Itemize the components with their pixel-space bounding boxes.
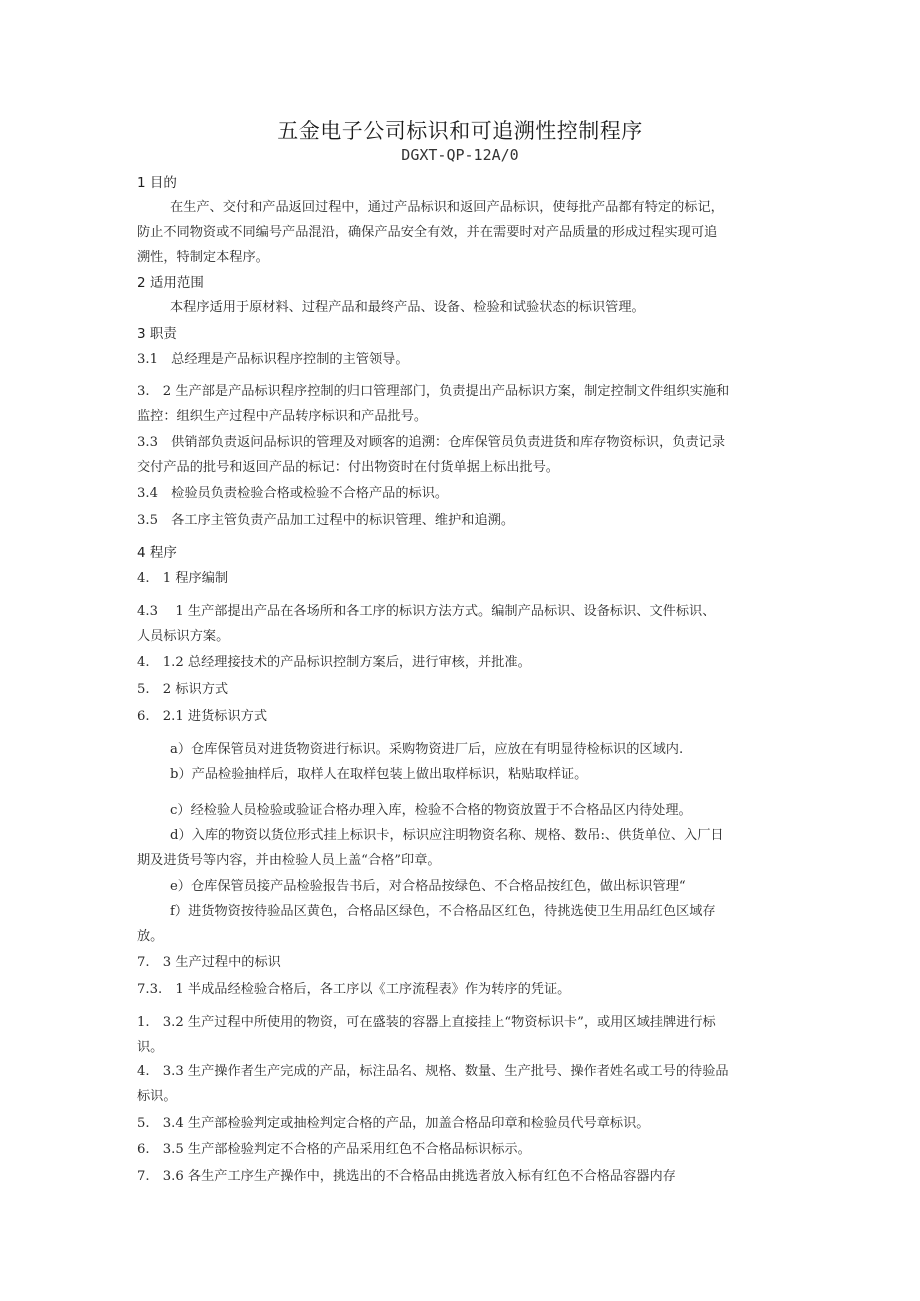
- paragraph-line: 1. 3.2 生产过程中所使用的物资，可在盛装的容器上直接挂上“物资标识卡”，或用区域挂牌进行标: [137, 1015, 716, 1030]
- paragraph-line: 3.3 供销部负责返问品标识的管理及对顾客的追溯：仓库保管员负责进货和库存物资标识，负责记录: [137, 435, 726, 450]
- paragraph-line: 4. 3.3 生产操作者生产完成的产品，标注品名、规格、数量、生产批号、操作者姓名或工号的待验品: [137, 1064, 729, 1079]
- paragraph-line: 防止不同物资或不同编号产品混沿，确保产品安全有效，并在需要时对产品质量的形成过程实现可追: [137, 225, 718, 240]
- paragraph-line: 7. 3 生产过程中的标识: [137, 955, 281, 970]
- paragraph-line: 4. 1 程序编制: [137, 571, 229, 586]
- paragraph-line: 溯性，特制定本程序。: [137, 250, 269, 265]
- paragraph-line: 识。: [137, 1040, 164, 1055]
- list-item: a）仓库保管员对进货物资进行标识。采购物资进厂后，应放在有明显待检标识的区域内.: [170, 742, 684, 757]
- list-item-continuation: 期及进货号等内容，并由检验人员上盖“合格”印章。: [137, 853, 441, 868]
- paragraph-line: 监控：组织生产过程中产品转序标识和产品批号。: [137, 409, 428, 424]
- section-heading-procedure: 4 程序: [137, 545, 177, 561]
- list-item: d）入库的物资以货位形式挂上标识卡，标识应注明物资名称、规格、数吊:、供货单位、入厂日: [170, 828, 724, 843]
- paragraph-line: 3.1 总经理是产品标识程序控制的主管领导。: [137, 352, 409, 367]
- paragraph-line: 4. 1.2 总经理接技术的产品标识控制方案后，进行审核，并批准。: [137, 655, 531, 670]
- list-item: c）经检验人员检验或验证合格办理入库，检验不合格的物资放置于不合格品区内待处理。: [170, 803, 692, 818]
- list-item: b）产品检验抽样后，取样人在取样包装上做出取样标识，粘贴取样证。: [170, 767, 588, 782]
- paragraph-line: 标识。: [137, 1089, 177, 1104]
- paragraph-line: 7.3. 1 半成品经检验合格后，各工序以《工序流程表》作为转序的凭证。: [137, 982, 571, 997]
- document-code: DGXT-QP-12A/0: [401, 146, 519, 164]
- paragraph-line: 在生产、交付和产品返回过程中，通过产品标识和返回产品标识，使每批产品都有特定的标记，: [170, 200, 724, 215]
- paragraph-line: 3. 2 生产部是产品标识程序控制的归口管理部门，负责提出产品标识方案，制定控制文件组织实施和: [137, 384, 730, 399]
- list-item: e）仓库保管员接产品检验报告书后，对合格品按绿色、不合格品按红色，做出标识管理“: [170, 879, 686, 894]
- section-heading-responsibility: 3 职责: [137, 326, 177, 342]
- section-heading-purpose: 1 目的: [137, 175, 177, 191]
- paragraph-line: 7. 3.6 各生产工序生产操作中，挑选出的不合格品由挑选者放入标有红色不合格品容器内存: [137, 1169, 676, 1184]
- paragraph-line: 5. 3.4 生产部检验判定或抽检判定合格的产品，加盖合格品印章和检验员代号章标识。: [137, 1116, 650, 1131]
- paragraph-line: 交付产品的批号和返回产品的标记：付出物资时在付货单据上标出批号。: [137, 460, 559, 475]
- document-title: 五金电子公司标识和可追溯性控制程序: [277, 119, 643, 143]
- paragraph-line: 3.5 各工序主管负责产品加工过程中的标识管理、维护和追溯。: [137, 513, 515, 528]
- paragraph-line: 3.4 检验员负责检验合格或检验不合格产品的标识。: [137, 486, 449, 501]
- paragraph-line: 5. 2 标识方式: [137, 682, 229, 697]
- paragraph-line: 6. 3.5 生产部检验判定不合格的产品采用红色不合格品标识标示。: [137, 1142, 531, 1157]
- paragraph-line: 4.3 1 生产部提出产品在各场所和各工序的标识方法方式。编制产品标识、设备标识、文件标识、: [137, 604, 716, 619]
- paragraph-line: 6. 2.1 进货标识方式: [137, 709, 268, 724]
- paragraph-line: 人员标识方案。: [137, 629, 230, 644]
- section-heading-scope: 2 适用范围: [137, 275, 204, 291]
- list-item-continuation: 放。: [137, 929, 164, 944]
- paragraph-line: 本程序适用于原材料、过程产品和最终产品、设备、检验和试验状态的标识管理。: [170, 300, 645, 315]
- list-item: f）进货物资按待验品区黄色，合格品区绿色，不合格品区红色，待挑选使卫生用品红色区域存: [170, 904, 716, 919]
